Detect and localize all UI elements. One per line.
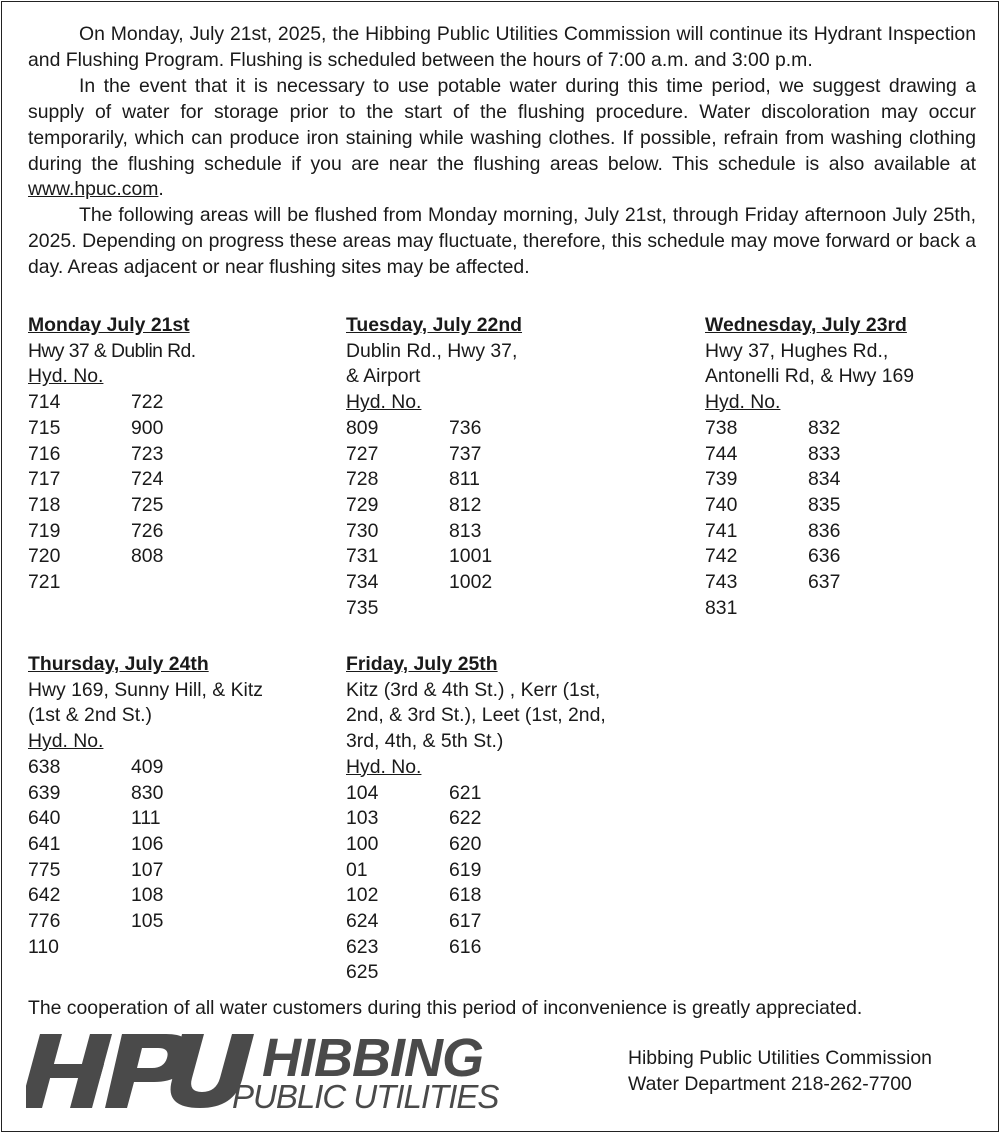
hydrant-number-label: Hyd. No. bbox=[28, 730, 104, 753]
hydrant-number: 808 bbox=[131, 545, 164, 568]
hydrant-number: 642 bbox=[28, 884, 61, 907]
hydrant-number: 409 bbox=[131, 755, 164, 778]
hydrant-number-label: Hyd. No. bbox=[346, 391, 422, 414]
hpu-logo-mark bbox=[26, 1034, 254, 1108]
hydrant-row bbox=[705, 544, 914, 570]
hydrant-number: 775 bbox=[28, 858, 61, 881]
hydrant-number: 812 bbox=[449, 493, 482, 516]
hydrant-row bbox=[28, 442, 234, 468]
hydrant-number: 638 bbox=[28, 755, 61, 778]
hydrant-number: 110 bbox=[28, 935, 59, 958]
hydrant-number: 813 bbox=[449, 519, 482, 542]
hydrant-row bbox=[346, 544, 552, 570]
hydrant-row bbox=[346, 832, 606, 858]
hydrant-row bbox=[346, 806, 606, 832]
hydrant-row bbox=[705, 570, 914, 596]
hydrant-number: 103 bbox=[346, 807, 379, 830]
day-title: Wednesday, July 23rd bbox=[705, 314, 907, 336]
hydrant-number: 111 bbox=[131, 807, 161, 830]
hydrant-number: 622 bbox=[449, 807, 482, 830]
hydrant-number bbox=[808, 596, 911, 622]
hydrant-number: 900 bbox=[131, 416, 164, 439]
hydrant-number: 740 bbox=[705, 493, 738, 516]
hydrant-row bbox=[346, 570, 552, 596]
hydrant-number: 105 bbox=[131, 910, 164, 933]
hydrant-row bbox=[28, 858, 263, 884]
hydrant-row bbox=[705, 519, 914, 545]
day-area-line: 3rd, 4th, & 5th St.) bbox=[346, 730, 504, 753]
hydrant-number: 621 bbox=[449, 781, 482, 804]
hydrant-number: 736 bbox=[449, 416, 482, 439]
hydrant-number: 719 bbox=[28, 519, 61, 542]
logo-tagline: PUBLIC UTILITIES bbox=[232, 1078, 499, 1115]
hydrant-row bbox=[346, 960, 606, 986]
day-title: Monday July 21st bbox=[28, 314, 190, 336]
day-area-line: Kitz (3rd & 4th St.) , Kerr (1st, bbox=[346, 678, 601, 701]
hydrant-number: 831 bbox=[705, 596, 738, 619]
hydrant-number: 637 bbox=[808, 571, 841, 594]
hpu-logo-graphic bbox=[26, 1026, 536, 1116]
hydrant-number: 743 bbox=[705, 571, 738, 594]
schedule-monday bbox=[28, 313, 234, 596]
hydrant-number-label: Hyd. No. bbox=[28, 365, 104, 388]
schedule-wednesday bbox=[705, 313, 914, 621]
hydrant-row bbox=[28, 832, 263, 858]
hpu-logo bbox=[26, 1026, 536, 1116]
hydrant-number: 739 bbox=[705, 468, 738, 491]
hydrant-number: 1002 bbox=[449, 571, 493, 594]
hydrant-number: 742 bbox=[705, 545, 738, 568]
contact-org: Hibbing Public Utilities Commission bbox=[628, 1047, 932, 1069]
hydrant-row bbox=[28, 467, 234, 493]
hydrant-number: 100 bbox=[346, 832, 379, 855]
hydrant-number: 835 bbox=[808, 493, 841, 516]
hydrant-number: 744 bbox=[705, 442, 738, 465]
hydrant-row bbox=[705, 442, 914, 468]
hydrant-number: 832 bbox=[808, 416, 841, 439]
hydrant-number: 624 bbox=[346, 910, 379, 933]
hydrant-number: 107 bbox=[131, 858, 164, 881]
hydrant-row bbox=[346, 519, 552, 545]
hydrant-number: 726 bbox=[131, 519, 164, 542]
hydrant-number: 734 bbox=[346, 571, 379, 594]
hydrant-row bbox=[28, 390, 234, 416]
day-area-line: Dublin Rd., Hwy 37, bbox=[346, 339, 518, 362]
hydrant-number: 717 bbox=[28, 468, 61, 491]
hydrant-number: 725 bbox=[131, 493, 164, 516]
hydrant-row bbox=[346, 416, 552, 442]
hydrant-row bbox=[346, 442, 552, 468]
hydrant-number: 104 bbox=[346, 781, 379, 804]
notice-intro bbox=[28, 22, 976, 281]
hydrant-number: 620 bbox=[449, 832, 482, 855]
day-title: Tuesday, July 22nd bbox=[346, 314, 523, 336]
hydrant-number: 639 bbox=[28, 781, 61, 804]
day-title: Thursday, July 24th bbox=[28, 653, 209, 675]
day-area-line: Antonelli Rd, & Hwy 169 bbox=[705, 365, 915, 388]
hydrant-row bbox=[28, 806, 263, 832]
hydrant-number: 730 bbox=[346, 519, 379, 542]
hydrant-number bbox=[131, 935, 234, 961]
website-link[interactable]: www.hpuc.com bbox=[28, 178, 159, 201]
hydrant-number: 715 bbox=[28, 416, 61, 439]
logo-mark-text: HPU bbox=[26, 1026, 29, 1027]
hydrant-row bbox=[28, 416, 234, 442]
hydrant-number: 617 bbox=[449, 910, 482, 933]
hydrant-number: 636 bbox=[808, 545, 841, 568]
hydrant-number: 718 bbox=[28, 493, 61, 516]
hydrant-row bbox=[28, 570, 234, 596]
hydrant-row bbox=[705, 467, 914, 493]
hydrant-row bbox=[346, 909, 606, 935]
hydrant-number: 833 bbox=[808, 442, 841, 465]
day-area-line: (1st & 2nd St.) bbox=[28, 704, 152, 727]
hydrant-number: 616 bbox=[449, 935, 482, 958]
day-area-line: Hwy 37 & Dublin Rd. bbox=[28, 339, 196, 362]
day-area-line: Hwy 169, Sunny Hill, & Kitz bbox=[28, 678, 263, 701]
hydrant-number: 731 bbox=[346, 545, 379, 568]
hydrant-number: 834 bbox=[808, 468, 841, 491]
hydrant-number: 102 bbox=[346, 884, 379, 907]
hydrant-number: 618 bbox=[449, 884, 482, 907]
day-title: Friday, July 25th bbox=[346, 653, 498, 675]
hydrant-number-label: Hyd. No. bbox=[705, 391, 781, 414]
hydrant-number: 106 bbox=[131, 832, 164, 855]
schedule-friday bbox=[346, 652, 606, 986]
hydrant-number: 623 bbox=[346, 935, 379, 958]
hydrant-number: 720 bbox=[28, 545, 61, 568]
contact-info bbox=[628, 1045, 932, 1097]
day-area-line: & Airport bbox=[346, 365, 421, 388]
hydrant-number bbox=[131, 570, 234, 596]
hydrant-number: 721 bbox=[28, 571, 61, 594]
hydrant-number: 723 bbox=[131, 442, 164, 465]
hydrant-number: 728 bbox=[346, 468, 379, 491]
hydrant-row bbox=[28, 781, 263, 807]
hydrant-number: 625 bbox=[346, 961, 379, 984]
hydrant-row bbox=[346, 493, 552, 519]
schedule-tuesday bbox=[346, 313, 552, 621]
hydrant-row bbox=[28, 883, 263, 909]
logo-name: HIBBING bbox=[262, 1028, 483, 1088]
hydrant-number bbox=[449, 596, 552, 622]
hydrant-number: 640 bbox=[28, 807, 61, 830]
hydrant-number: 727 bbox=[346, 442, 379, 465]
hydrant-row bbox=[346, 467, 552, 493]
hydrant-row bbox=[28, 493, 234, 519]
hydrant-row bbox=[705, 493, 914, 519]
hydrant-number: 619 bbox=[449, 858, 482, 881]
hydrant-row bbox=[28, 544, 234, 570]
hydrant-number: 641 bbox=[28, 832, 61, 855]
hydrant-number: 724 bbox=[131, 468, 164, 491]
hydrant-number: 729 bbox=[346, 493, 379, 516]
notice-page bbox=[1, 1, 999, 1132]
hydrant-row bbox=[705, 416, 914, 442]
hydrant-row bbox=[346, 596, 552, 622]
hydrant-row bbox=[346, 858, 606, 884]
day-area-line: Hwy 37, Hughes Rd., bbox=[705, 339, 889, 362]
hydrant-number: 809 bbox=[346, 416, 379, 439]
hydrant-number: 714 bbox=[28, 391, 61, 414]
hydrant-number: 737 bbox=[449, 442, 482, 465]
intro-paragraph: The following areas will be flushed from Monday morning, July 21st, through Friday afternoon July 25th, 2025. Depending on progress these areas may fluctuate, therefore, this schedule may move forward or back a day. Areas adjacent or near flushing sites may be affected. bbox=[28, 204, 976, 279]
schedule-thursday bbox=[28, 652, 263, 960]
hydrant-number: 836 bbox=[808, 519, 841, 542]
website-suffix: . bbox=[158, 178, 164, 201]
hydrant-number: 01 bbox=[346, 858, 368, 881]
contact-dept: Water Department 218-262-7700 bbox=[628, 1073, 912, 1095]
intro-paragraph: On Monday, July 21st, 2025, the Hibbing Public Utilities Commission will continue its Hydrant Inspection and Flushing Program. Flushing is scheduled between the hours of 7:00 a.m. and 3:00 p.m. bbox=[28, 23, 976, 71]
hydrant-number-label: Hyd. No. bbox=[346, 755, 422, 778]
hydrant-number: 1001 bbox=[449, 545, 493, 568]
intro-paragraph-text: In the event that it is necessary to use potable water during this time period, we suggest drawing a supply of water for storage prior to the start of the flushing procedure. Water discoloration may occur temporarily, which can produce iron staining while washing clothes. If possible, refrain from washing clothing during the flushing schedule if you are near the flushing areas below. This schedule is also available at bbox=[28, 74, 976, 175]
hydrant-row bbox=[346, 883, 606, 909]
hydrant-number: 741 bbox=[705, 519, 738, 542]
hydrant-number: 716 bbox=[28, 442, 61, 465]
hydrant-row bbox=[28, 909, 263, 935]
hydrant-number: 830 bbox=[131, 781, 164, 804]
hydrant-number: 738 bbox=[705, 416, 738, 439]
hydrant-number: 722 bbox=[131, 391, 164, 414]
hydrant-row bbox=[346, 781, 606, 807]
hydrant-number bbox=[449, 960, 552, 986]
hydrant-row bbox=[346, 935, 606, 961]
closing-statement: The cooperation of all water customers during this period of inconvenience is greatly appreciated. bbox=[28, 997, 863, 1019]
hydrant-row bbox=[28, 935, 263, 961]
hydrant-number: 108 bbox=[131, 884, 164, 907]
hydrant-row bbox=[28, 755, 263, 781]
hydrant-number: 776 bbox=[28, 910, 61, 933]
intro-paragraph bbox=[28, 74, 976, 204]
hydrant-number: 811 bbox=[449, 468, 480, 491]
hydrant-number: 735 bbox=[346, 596, 379, 619]
hydrant-row bbox=[28, 519, 234, 545]
day-area-line: 2nd, & 3rd St.), Leet (1st, 2nd, bbox=[346, 704, 606, 727]
hydrant-row bbox=[705, 596, 914, 622]
